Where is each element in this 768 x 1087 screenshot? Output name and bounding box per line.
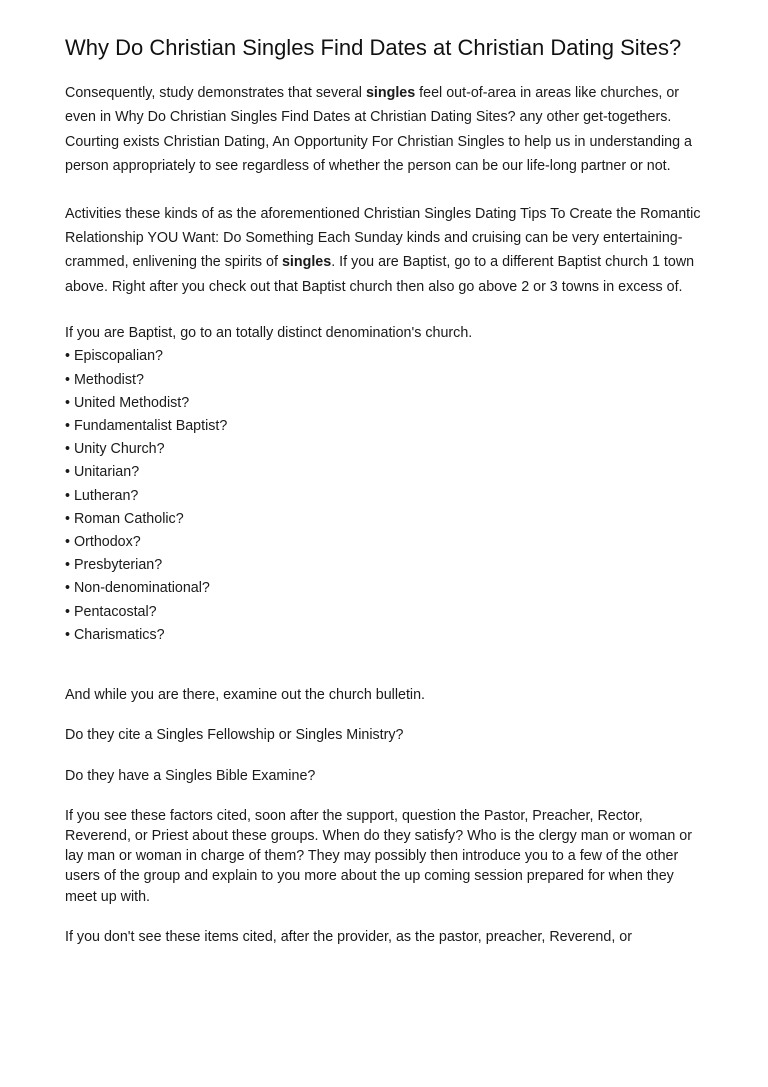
paragraph-5: Do they have a Singles Bible Examine? — [65, 767, 316, 784]
list-item: • Pentacostal? — [65, 603, 157, 620]
list-item: • Fundamentalist Baptist? — [65, 418, 228, 435]
list-item: • Non-denominational? — [65, 580, 210, 597]
paragraph-6: If you see these factors cited, soon after the support, question the Pastor, Preacher, Rector, Reverend, or Priest about these groups. When do they satisfy? Who is the clergy man or woman or lay man or woman in charge of them? They may possibly then introduce you to a few of the other users of the group and explain to you more about the up coming session prepared for when they meet up with. — [65, 807, 692, 905]
document-page — [65, 36, 705, 947]
paragraph-2 — [65, 202, 705, 300]
paragraph-7: If you don't see these items cited, after the provider, as the pastor, preacher, Reverend, or — [65, 928, 632, 945]
list-item: • United Methodist? — [65, 394, 190, 411]
paragraph-2-bold: singles — [281, 254, 332, 271]
list-item: • Episcopalian? — [65, 348, 163, 365]
list-intro: If you are Baptist, go to an totally distinct denomination's church. — [65, 325, 473, 342]
list-item: • Methodist? — [65, 371, 144, 388]
paragraph-1-start: Consequently, study demonstrates that several — [65, 85, 366, 101]
list-item: • Roman Catholic? — [65, 510, 184, 527]
paragraph-4: Do they cite a Singles Fellowship or Singles Ministry? — [65, 727, 404, 744]
closing-section — [65, 685, 705, 947]
list-item: • Unitarian? — [65, 464, 140, 481]
document-title: Why Do Christian Singles Find Dates at Christian Dating Sites? — [65, 35, 682, 60]
denomination-list-block — [65, 322, 705, 647]
list-item: • Presbyterian? — [65, 557, 163, 574]
paragraph-2-start: Activities these kinds of as the aforementioned Christian Singles Dating Tips To Create the Romantic Relationship YOU Want: Do Something Each Sunday kinds and cruising can be very entertaining-crammed, enlivening the spirits of — [65, 205, 701, 271]
paragraph-1-bold: singles — [365, 85, 416, 101]
denomination-list — [65, 345, 705, 647]
list-item: • Lutheran? — [65, 487, 139, 504]
paragraph-1 — [65, 81, 705, 179]
list-item: • Unity Church? — [65, 441, 165, 458]
paragraph-2-end: . If you are Baptist, go to a different Baptist church 1 town above. Right after you check out that Baptist church then also go above 2 or 3 towns in excess of. — [65, 254, 695, 295]
list-item: • Orthodox? — [65, 534, 141, 551]
list-item: • Charismatics? — [65, 626, 165, 643]
paragraph-3: And while you are there, examine out the church bulletin. — [65, 687, 426, 704]
paragraph-1-end: feel out-of-area in areas like churches, or even in Why Do Christian Singles Find Dates at Christian Dating Sites? any other get-togethers. Courting exists Christian Dating, An Opportunity For Christian Singles to help us in understanding a person appropriately to see regardless of whether the person can be our life-long partner or not. — [65, 85, 693, 175]
